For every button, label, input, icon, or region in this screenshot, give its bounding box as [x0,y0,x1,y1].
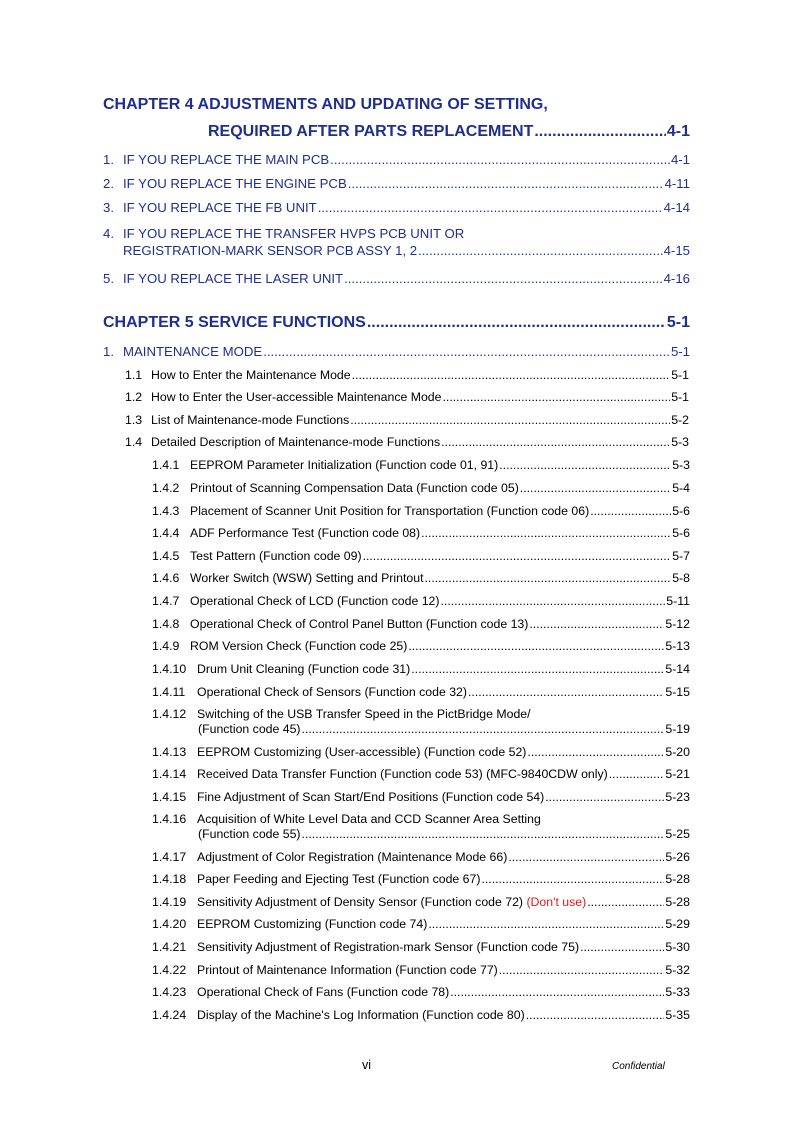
section-title: Paper Feeding and Ejecting Test (Function code 67) [197,872,481,886]
section-number: 1.4 [125,435,143,449]
toc-entry[interactable] [125,435,689,449]
section-title: How to Enter the User-accessible Maintenance Mode [151,390,442,404]
leader-dots [263,344,670,359]
section-number: 1.4.21 [152,940,187,954]
section-number: 1.4.18 [152,872,187,886]
leader-dots [348,176,664,191]
section-title: EEPROM Parameter Initialization (Function code 01, 91) [190,458,499,472]
section-title: IF YOU REPLACE THE TRANSFER HVPS PCB UNIT OR [123,226,465,241]
toc-entry[interactable] [152,617,690,631]
toc-entry[interactable] [152,594,690,608]
section-number: 3. [103,200,114,215]
section-number: 1.4.12 [152,707,187,721]
section-number: 2. [103,176,114,191]
section-title: Operational Check of Control Panel Button (Function code 13) [190,617,529,631]
page-number: 5-1 [670,344,690,359]
leader-dots [302,827,665,841]
page-number: 5-26 [665,850,690,864]
page-number: 5-6 [672,526,690,540]
toc-entry[interactable] [152,895,690,909]
page-number: 5-15 [665,685,690,699]
section-title: MAINTENANCE MODE [123,344,263,359]
leader-dots [330,152,670,167]
leader-dots [344,271,663,286]
toc-entry-chapter-4[interactable] [208,123,690,141]
toc-entry[interactable] [152,526,690,540]
section-title: Printout of Scanning Compensation Data (Function code 05) [190,481,519,495]
leader-dots [499,458,671,472]
leader-dots [534,123,666,141]
toc-entry[interactable] [103,176,690,191]
section-title: ROM Version Check (Function code 25) [190,639,408,653]
section-number: 1.1 [125,368,143,382]
page-number: 5-32 [665,963,690,977]
page-number: 4-11 [664,176,690,191]
toc-entry[interactable] [152,504,690,518]
section-number: 1.4.1 [152,458,180,472]
section-title: Drum Unit Cleaning (Function code 31) [197,662,411,676]
section-number: 1.4.4 [152,526,180,540]
section-number: 1.4.20 [152,917,187,931]
section-title: Sensitivity Adjustment of Registration-mark Sensor (Function code 75) [197,940,580,954]
toc-entry[interactable] [103,271,690,286]
toc-entry-line1[interactable] [152,707,531,721]
leader-dots [545,790,664,804]
leader-dots [411,662,664,676]
leader-dots [527,745,664,759]
toc-entry[interactable] [198,827,690,841]
section-title: IF YOU REPLACE THE MAIN PCB [123,152,330,167]
page-number: 5-1 [671,368,689,382]
section-title: Display of the Machine's Log Information (Function code 80) [197,1008,525,1022]
footer-page-number: vi [362,1058,372,1072]
toc-entry[interactable] [152,850,690,864]
section-number: 1.4.24 [152,1008,187,1022]
section-number: 1.2 [125,390,143,404]
section-number: 1.4.8 [152,617,180,631]
section-number: 1.4.7 [152,594,180,608]
page-number: 5-19 [665,722,690,736]
toc-entry[interactable] [125,368,689,382]
toc-entry[interactable] [125,413,689,427]
section-number: 1.4.3 [152,504,180,518]
section-number: 1.4.23 [152,985,187,999]
page-number: 5-35 [665,1008,690,1022]
page-number: 5-21 [665,767,690,781]
leader-dots [442,390,670,404]
leader-dots [468,685,664,699]
section-number: 1. [103,344,114,359]
toc-entry[interactable] [152,549,690,563]
toc-entry[interactable] [152,458,690,472]
toc-entry[interactable] [152,1008,690,1022]
page-number: 5-2 [671,413,689,427]
leader-dots [363,549,672,563]
page-number: 5-11 [666,594,690,608]
section-title: How to Enter the Maintenance Mode [151,368,351,382]
page-number: 5-14 [665,662,690,676]
page-number: 4-1 [666,123,690,140]
section-number: 1.4.6 [152,571,180,585]
section-number: 1.4.14 [152,767,187,781]
section-title-line2: REGISTRATION-MARK SENSOR PCB ASSY 1, 2 [123,243,418,258]
toc-entry[interactable] [152,571,690,585]
page-number: 5-28 [665,872,690,886]
section-number: 1.4.16 [152,812,187,826]
section-number: 1.4.11 [152,685,186,699]
section-number: 1.4.5 [152,549,180,563]
toc-entry[interactable] [198,722,690,736]
toc-entry[interactable] [103,152,690,167]
toc-entry[interactable] [152,662,690,676]
toc-entry[interactable] [103,344,690,359]
section-title: Fine Adjustment of Scan Start/End Positions (Function code 54) [197,790,545,804]
toc-entry[interactable] [103,200,690,215]
leader-dots [302,722,665,736]
leader-dots [587,895,664,909]
leader-dots [499,963,665,977]
page-number: 5-33 [665,985,690,999]
section-number: 5. [103,271,114,286]
leader-dots [408,639,664,653]
section-title: EEPROM Customizing (User-accessible) (Function code 52) [197,745,527,759]
page-number: 5-3 [671,435,689,449]
section-title: Worker Switch (WSW) Setting and Printout [190,571,424,585]
leader-dots [441,435,670,449]
section-title: Acquisition of White Level Data and CCD Scanner Area Setting [197,812,541,826]
page-number: 5-6 [672,504,690,518]
section-number: 1.4.22 [152,963,187,977]
page-number: 5-8 [672,571,690,585]
leader-dots [508,850,664,864]
leader-dots [440,594,665,608]
section-title: Received Data Transfer Function (Function code 53) (MFC-9840CDW only) [197,767,608,781]
toc-entry[interactable] [152,745,690,759]
section-title: IF YOU REPLACE THE FB UNIT [123,200,317,215]
toc-entry[interactable] [152,985,690,999]
leader-dots [609,767,665,781]
page-number: 4-14 [663,200,690,215]
leader-dots [421,526,671,540]
section-number: 1.4.9 [152,639,180,653]
toc-entry[interactable] [152,685,690,699]
page-number: 5-30 [665,940,690,954]
section-title-line2: (Function code 45) [198,722,301,736]
section-title: Operational Check of Sensors (Function code 32) [197,685,467,699]
page-number: 5-3 [672,458,690,472]
section-number: 1.3 [125,413,143,427]
page-number: 5-28 [665,895,690,909]
page-number: 4-15 [663,243,690,258]
toc-entry[interactable] [152,767,690,781]
leader-dots [481,872,664,886]
section-number: 1.4.10 [152,662,187,676]
section-number: 1.4.13 [152,745,187,759]
page-number: 4-16 [663,271,690,286]
section-title: ADF Performance Test (Function code 08) [190,526,421,540]
toc-entry[interactable] [152,481,690,495]
toc-entry-line1[interactable] [152,812,541,826]
section-title: Placement of Scanner Unit Position for Transportation (Function code 06) [190,504,590,518]
page-number: 5-23 [665,790,690,804]
toc-entry[interactable] [152,963,690,977]
section-title: Operational Check of Fans (Function code 78) [197,985,450,999]
chapter-4-title-line2: REQUIRED AFTER PARTS REPLACEMENT [208,123,534,140]
section-number: 1.4.17 [152,850,187,864]
section-title: List of Maintenance-mode Functions [151,413,350,427]
leader-dots [450,985,664,999]
page-number: 5-25 [665,827,690,841]
leader-dots [318,200,663,215]
page-number: 5-29 [665,917,690,931]
section-title: Switching of the USB Transfer Speed in the PictBridge Mode/ [197,707,531,721]
section-title: EEPROM Customizing (Function code 74) [197,917,428,931]
toc-entry[interactable] [152,917,690,931]
page-number: 5-1 [671,390,689,404]
leader-dots [590,504,671,518]
section-title: Operational Check of LCD (Function code 12) [190,594,440,608]
page-number: 5-20 [665,745,690,759]
section-title-line2: (Function code 55) [198,827,301,841]
footer-confidential: Confidential [612,1061,665,1072]
section-number: 1.4.2 [152,481,180,495]
leader-dots [418,243,662,258]
page-number: 4-1 [670,152,690,167]
dont-use-note: (Don't use) [526,895,587,909]
section-title: Printout of Maintenance Information (Function code 77) [197,963,498,977]
section-title: IF YOU REPLACE THE LASER UNIT [123,271,344,286]
toc-entry[interactable] [125,390,689,404]
leader-dots [428,917,664,931]
leader-dots [367,314,666,332]
toc-entry[interactable] [152,872,690,886]
section-number: 1.4.19 [152,895,187,909]
toc-entry[interactable] [152,790,690,804]
toc-entry[interactable] [152,940,690,954]
chapter-5-title: CHAPTER 5 SERVICE FUNCTIONS [103,314,366,331]
toc-entry-line1[interactable] [103,226,464,241]
section-title: IF YOU REPLACE THE ENGINE PCB [123,176,347,191]
section-title: Detailed Description of Maintenance-mode Functions [151,435,441,449]
leader-dots [529,617,664,631]
leader-dots [526,1008,665,1022]
toc-entry[interactable] [123,243,690,258]
section-number: 1. [103,152,114,167]
page-number: 5-7 [672,549,690,563]
toc-entry-chapter-5[interactable] [103,314,690,332]
page-number: 5-12 [665,617,690,631]
page-number: 5-4 [672,481,690,495]
section-number: 1.4.15 [152,790,187,804]
leader-dots [520,481,671,495]
section-title: Test Pattern (Function code 09) [190,549,362,563]
leader-dots [352,368,671,382]
page-number: 5-1 [666,314,690,331]
toc-entry[interactable] [152,639,690,653]
section-title: Adjustment of Color Registration (Maintenance Mode 66) [197,850,508,864]
section-number: 4. [103,226,114,241]
leader-dots [350,413,670,427]
page-number: 5-13 [665,639,690,653]
chapter-4-title-line1: CHAPTER 4 ADJUSTMENTS AND UPDATING OF SETTING, [103,96,548,113]
leader-dots [425,571,672,585]
leader-dots [580,940,664,954]
section-title: Sensitivity Adjustment of Density Sensor (Function code 72) [197,895,524,909]
